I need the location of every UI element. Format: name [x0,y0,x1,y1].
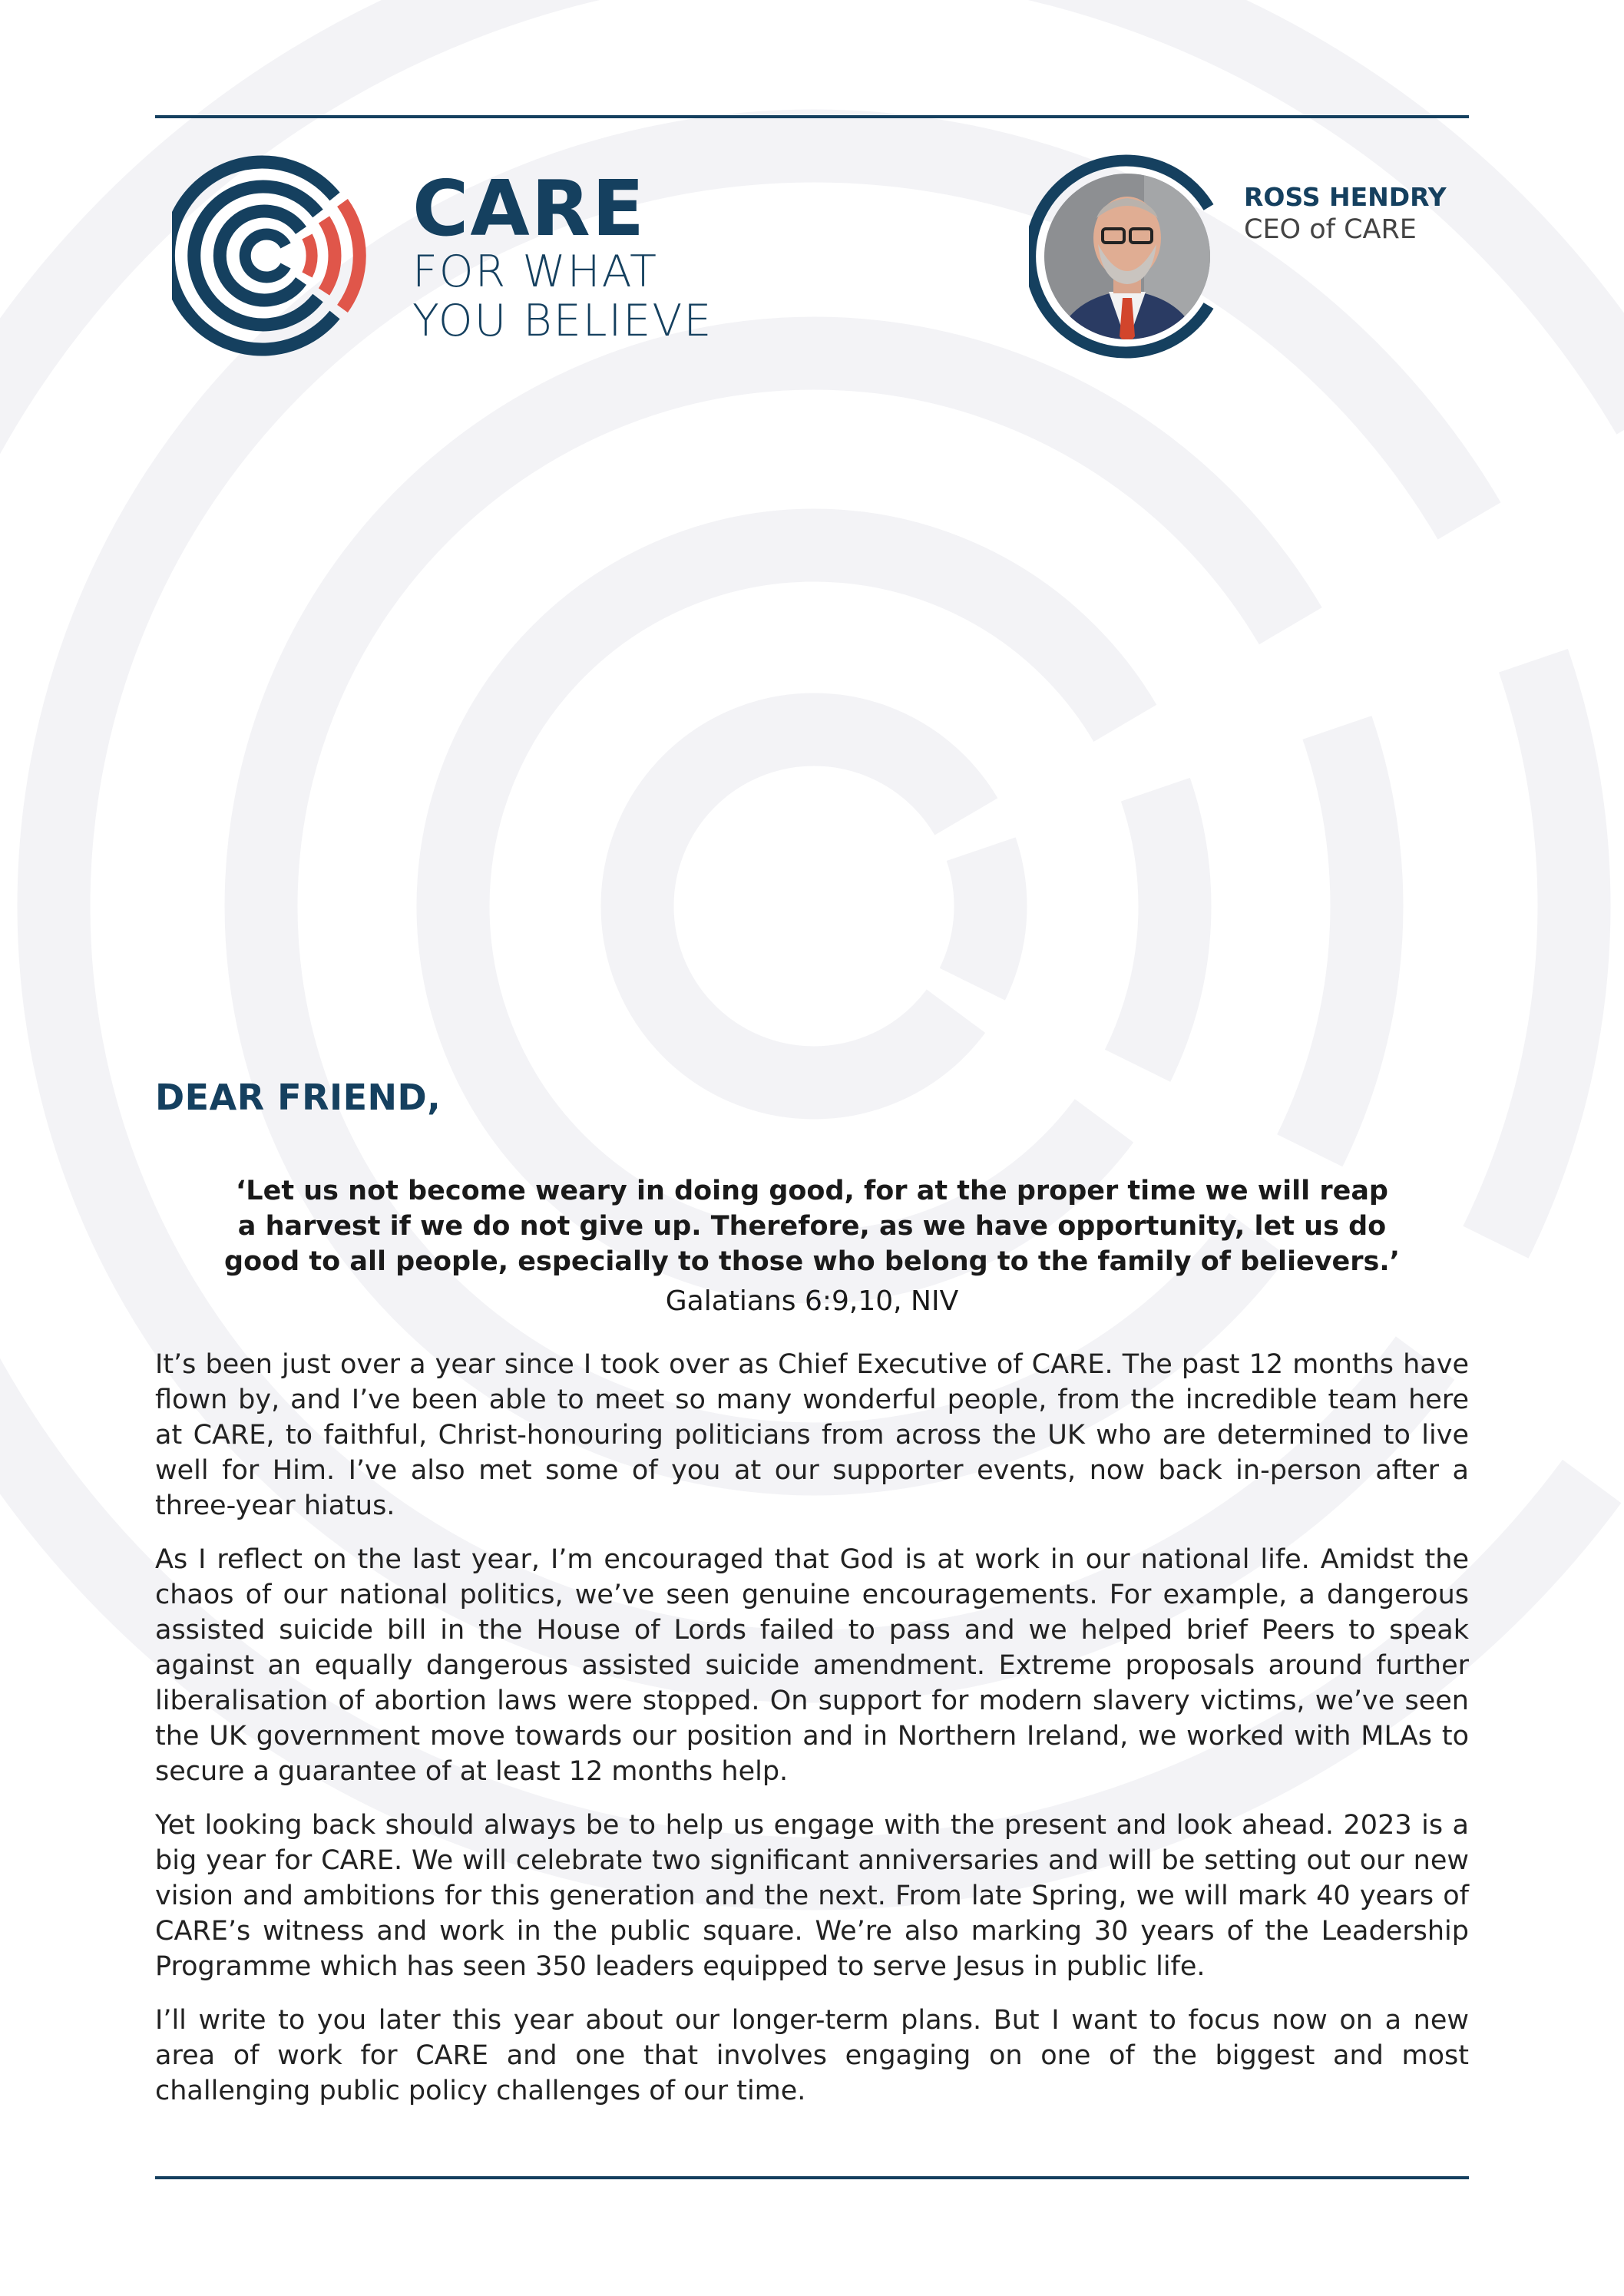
ceo-caption [1244,181,1447,246]
logo-tagline-2: YOU BELIEVE [412,296,713,346]
letter-paragraph: I’ll write to you later this year about our longer-term plans. But I want to focus now on a new area of work for CARE and one that involves engaging on one of the biggest and most challenging public policy challenges of our time. [155,2005,1469,2106]
letter-greeting: DEAR FRIEND, [155,1077,442,1118]
scripture-quote [155,1173,1469,1321]
ceo-name: ROSS HENDRY [1244,182,1447,212]
quote-line: good to all people, especially to those who belong to the family of believers.’ [224,1246,1400,1277]
ceo-role: CEO of CARE [1244,214,1417,245]
logo-name: CARE [412,164,647,253]
ceo-portrait [1029,152,1229,359]
logo-tagline-1: FOR WHAT [412,246,658,297]
letter-paragraph: It’s been just over a year since I took over as Chief Executive of CARE. The past 12 months have flown by, and I’ve been able to meet so many wonderful people, from the incredible team here at CARE, to faithful, Christ-honouring politicians from across the UK who are determined to live well for Him. I’ve also met some of you at our supporter events, now back in-person after a three-year hiatus. [155,1349,1469,1521]
care-concentric-circles-logo-icon [172,152,379,359]
letter-body [155,1347,1469,2127]
bottom-divider [155,2176,1469,2179]
quote-line: ‘Let us not become weary in doing good, for at the proper time we will reap [235,1176,1388,1206]
letter-paragraph: As I reflect on the last year, I’m encouraged that God is at work in our national life. Amidst the chaos of our national politics, we’ve seen genuine encouragements. For example, a dangerous assisted suicide bill in the House of Lords failed to pass and we helped brief Peers to speak against an equally dangerous assisted suicide amendment. Extreme proposals around further liberalisation of abortion laws were stopped. On support for modern slavery victims, we’ve seen the UK government move towards our position and in Northern Ireland, we worked with MLAs to secure a guarantee of at least 12 months help. [155,1544,1469,1787]
top-divider [155,115,1469,118]
quote-line: a harvest if we do not give up. Therefore, as we have opportunity, let us do [237,1211,1387,1242]
logo-wordmark [412,164,713,346]
quote-reference: Galatians 6:9,10, NIV [665,1285,959,1317]
care-logo [172,152,940,359]
letter-paragraph: Yet looking back should always be to help us engage with the present and look ahead. 2023 is a big year for CARE. We will celebrate two significant anniversaries and will be setting out our new vision and ambitions for this generation and the next. From late Spring, we will mark 40 years of CARE’s witness and work in the public square. We’re also marking 30 years of the Leadership Programme which has seen 350 leaders equipped to serve Jesus in public life. [155,1810,1469,1982]
